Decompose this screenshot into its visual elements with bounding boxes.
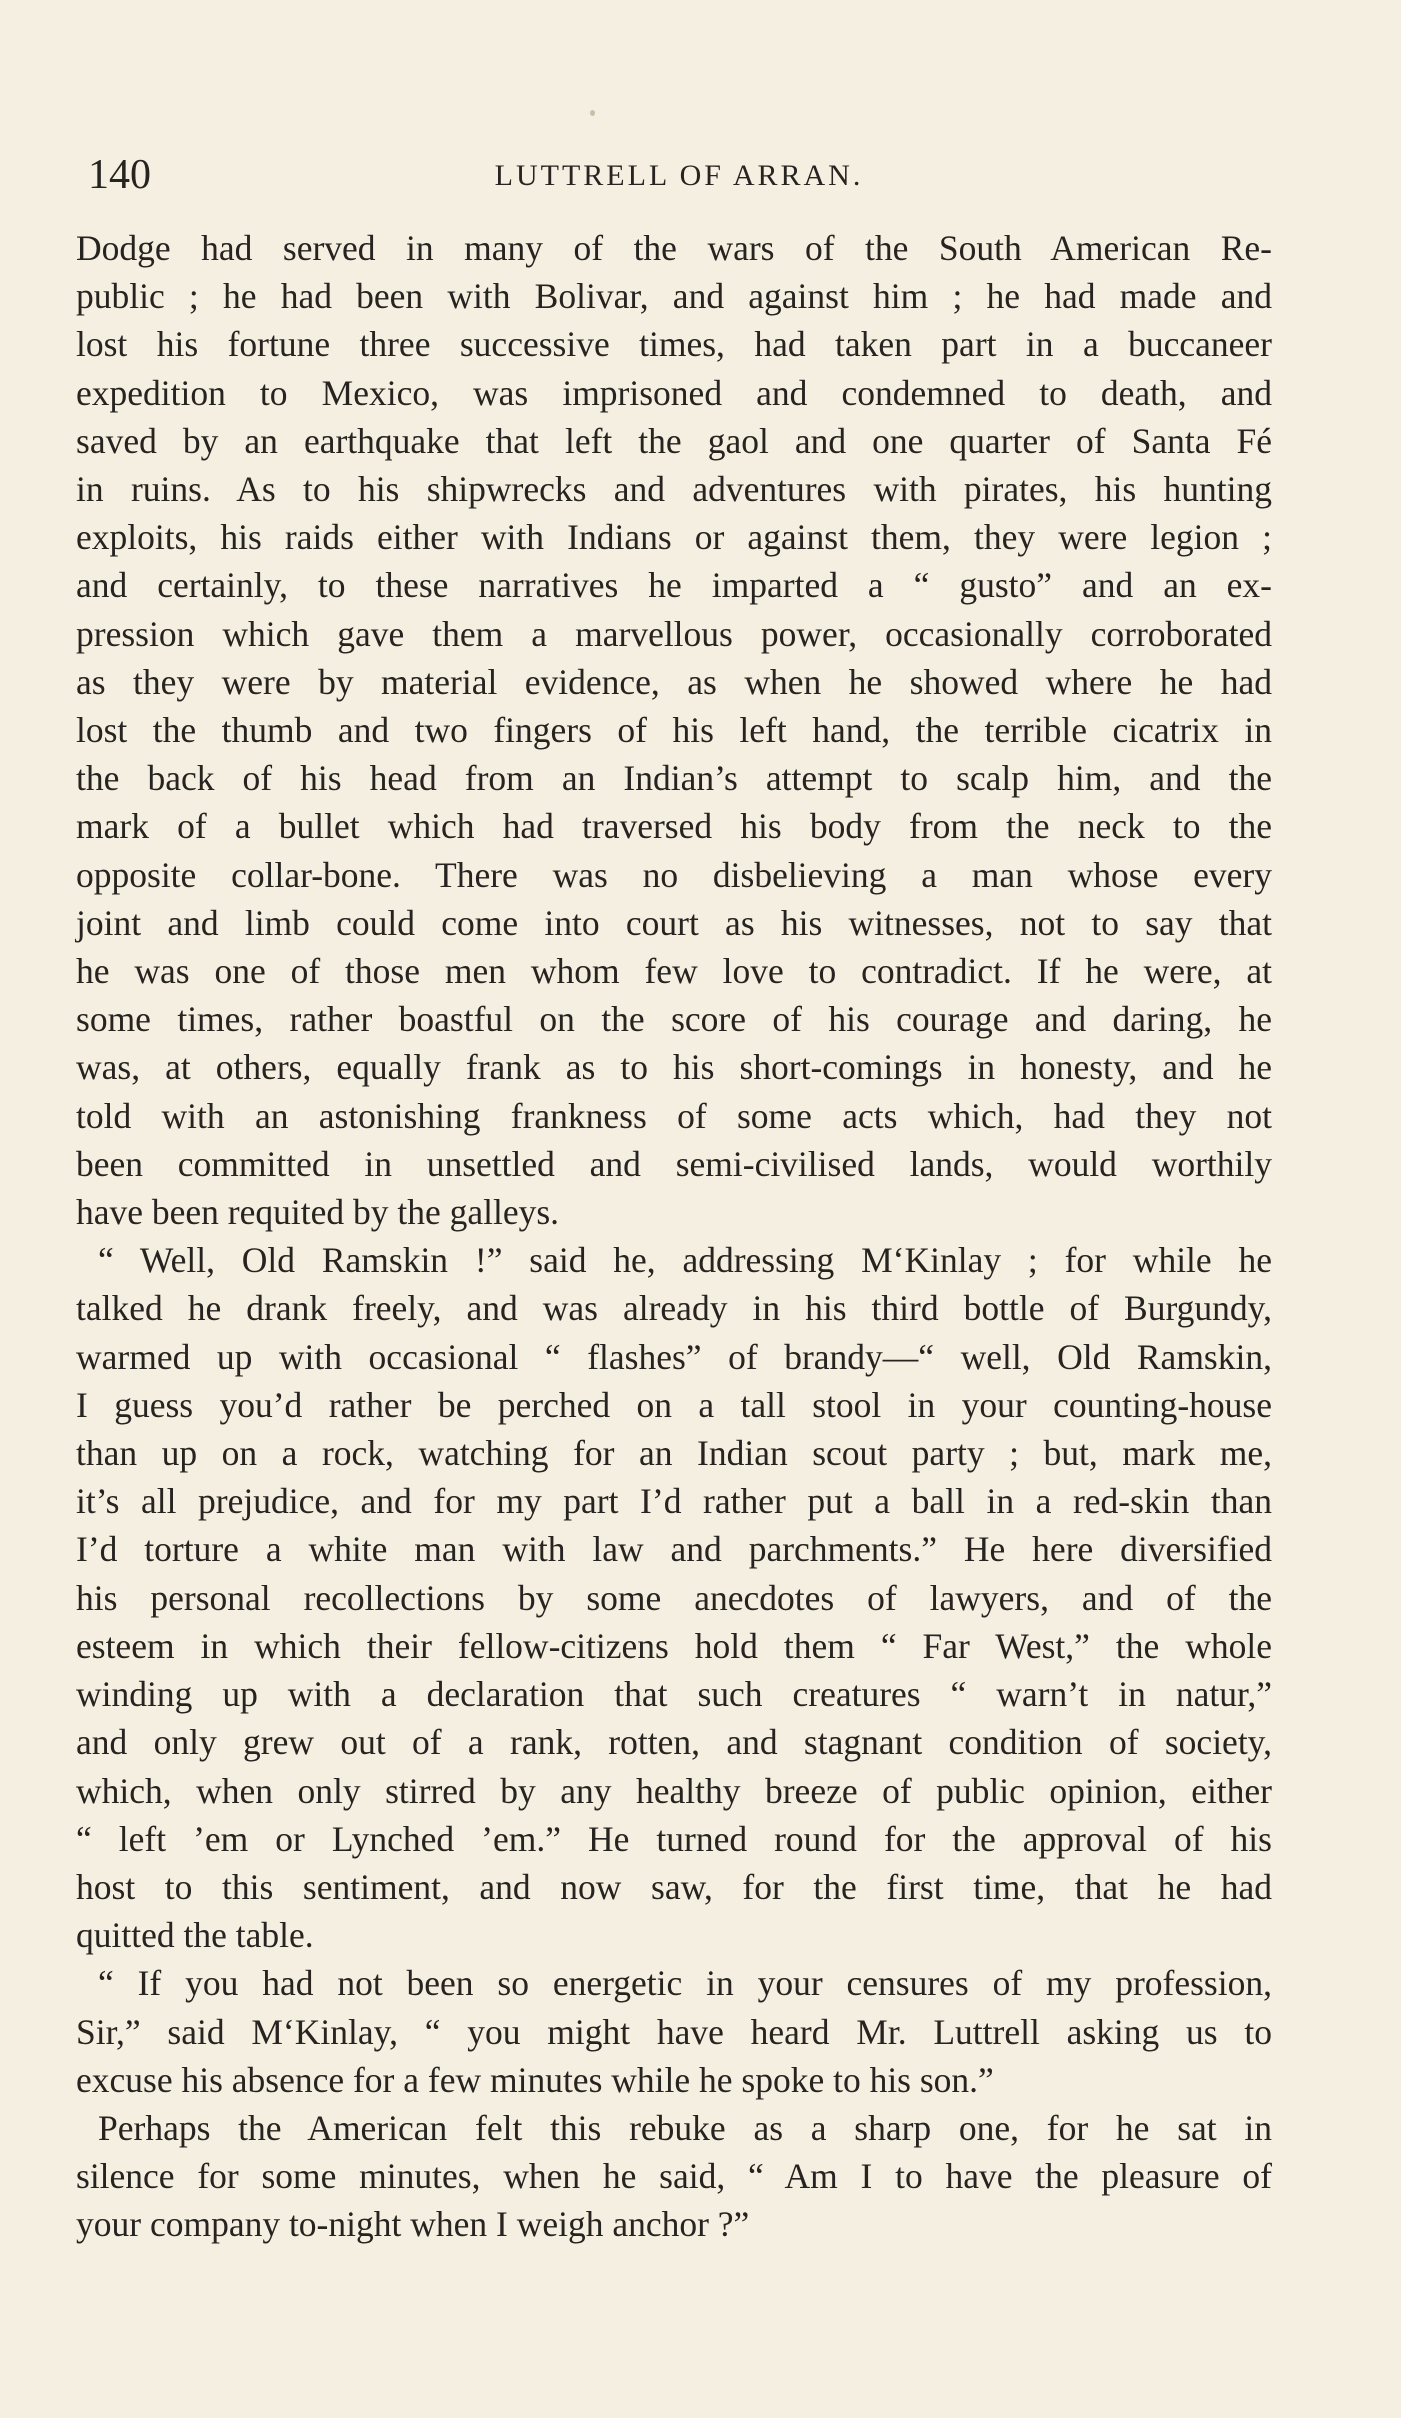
text-line: talked he drank freely, and was already in his third bottle of Burgundy, [76, 1288, 1272, 1329]
text-line: his personal recollections by some anecdotes of lawyers, and of the [76, 1577, 1272, 1618]
text-line: expedition to Mexico, was imprisoned and condemned to death, and [76, 372, 1272, 413]
text-line: host to this sentiment, and now saw, for the first time, that he had [76, 1866, 1272, 1907]
text-line: exploits, his raids either with Indians or against them, they were legion ; [76, 517, 1272, 558]
text-line: and certainly, to these narratives he imparted a “ gusto” and an ex- [76, 565, 1272, 606]
text-line: your company to-night when I weigh anchor ?” [76, 2204, 750, 2245]
text-line: excuse his absence for a few minutes while he spoke to his son.” [76, 2059, 994, 2100]
text-line: Perhaps the American felt this rebuke as a sharp one, for he sat in [98, 2107, 1272, 2148]
text-line: lost the thumb and two fingers of his left hand, the terrible cicatrix in [76, 710, 1272, 751]
text-line: silence for some minutes, when he said, “ Am I to have the pleasure of [76, 2156, 1272, 2197]
text-line: have been requited by the galleys. [76, 1192, 560, 1233]
text-line: mark of a bullet which had traversed his body from the neck to the [76, 806, 1272, 847]
text-line: “ left ’em or Lynched ’em.” He turned round for the approval of his [76, 1818, 1272, 1859]
text-line: pression which gave them a marvellous power, occasionally corroborated [76, 613, 1272, 654]
text-line: saved by an earthquake that left the gaol and one quarter of Santa Fé [76, 420, 1272, 461]
text-line: in ruins. As to his shipwrecks and adventures with pirates, his hunting [76, 469, 1272, 510]
text-line: “ Well, Old Ramskin !” said he, addressing M‘Kinlay ; for while he [98, 1240, 1272, 1281]
text-line: esteem in which their fellow-citizens hold them “ Far West,” the whole [76, 1625, 1272, 1666]
text-line: Sir,” said M‘Kinlay, “ you might have heard Mr. Luttrell asking us to [76, 2011, 1272, 2052]
text-line: winding up with a declaration that such creatures “ warn’t in natur,” [76, 1674, 1272, 1715]
text-line: warmed up with occasional “ flashes” of brandy—“ well, Old Ramskin, [76, 1336, 1272, 1377]
text-line: was, at others, equally frank as to his short-comings in honesty, and he [76, 1047, 1272, 1088]
text-line: he was one of those men whom few love to contradict. If he were, at [76, 951, 1272, 992]
text-line: been committed in unsettled and semi-civilised lands, would worthily [76, 1143, 1272, 1184]
text-line: public ; he had been with Bolivar, and against him ; he had made and [76, 276, 1272, 317]
text-line: as they were by material evidence, as when he showed where he had [76, 661, 1272, 702]
running-title: LUTTRELL OF ARRAN. [494, 159, 864, 192]
text-line: and only grew out of a rank, rotten, and stagnant condition of society, [76, 1722, 1272, 1763]
text-line: told with an astonishing frankness of some acts which, had they not [76, 1095, 1272, 1136]
page-header [88, 150, 1270, 200]
text-line: joint and limb could come into court as his witnesses, not to say that [76, 902, 1272, 943]
text-line: than up on a rock, watching for an Indian scout party ; but, mark me, [76, 1433, 1272, 1474]
text-line: “ If you had not been so energetic in your censures of my profession, [98, 1963, 1272, 2004]
page-number: 140 [88, 152, 151, 198]
text-line: some times, rather boastful on the score of his courage and daring, he [76, 999, 1272, 1040]
text-line: the back of his head from an Indian’s attempt to scalp him, and the [76, 758, 1272, 799]
text-line: it’s all prejudice, and for my part I’d rather put a ball in a red-skin than [76, 1481, 1272, 1522]
text-line: I’d torture a white man with law and parchments.” He here diversified [76, 1529, 1272, 1570]
text-line: I guess you’d rather be perched on a tall stool in your counting-house [76, 1384, 1272, 1425]
text-line: lost his fortune three successive times, had taken part in a buccaneer [76, 324, 1272, 365]
text-line: Dodge had served in many of the wars of the South American Re- [76, 228, 1272, 268]
text-line: which, when only stirred by any healthy breeze of public opinion, either [76, 1770, 1272, 1811]
text-line: quitted the table. [76, 1915, 314, 1956]
text-line: opposite collar-bone. There was no disbelieving a man whose every [76, 854, 1272, 895]
paper-speck [590, 110, 595, 116]
body-text [76, 224, 1272, 2249]
